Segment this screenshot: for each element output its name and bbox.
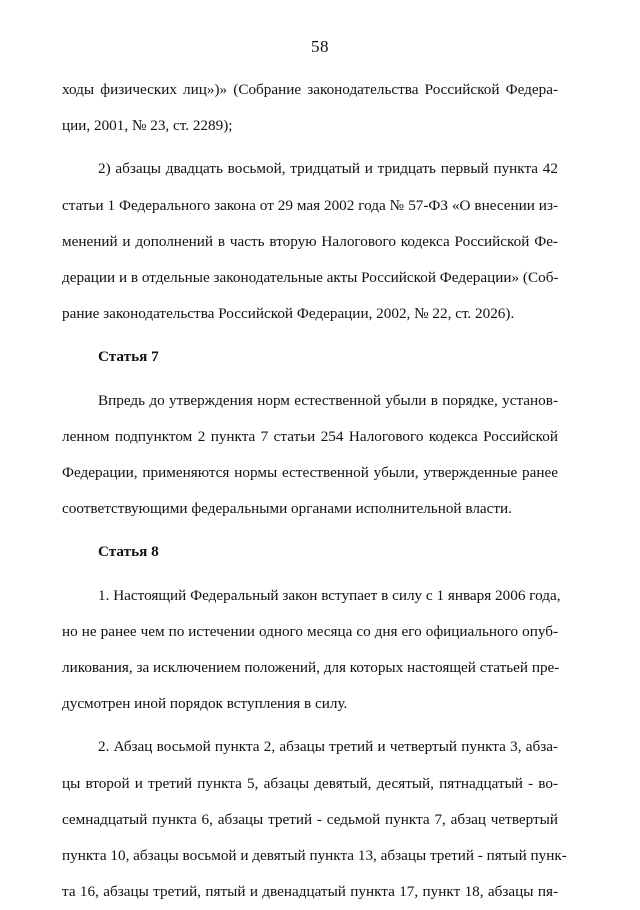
text-line: дусмотрен иной порядок вступления в силу.: [62, 695, 348, 713]
paragraph-article-7: [62, 383, 558, 528]
page-number: 58: [311, 37, 329, 56]
text-line: семнадцатый пункта 6, абзацы третий - седьмой пункта 7, абзац четвертый: [62, 810, 558, 828]
text-line: Федерации, применяются нормы естественной убыли, утвержденные ранее: [62, 464, 558, 482]
text-line: та 16, абзацы третий, пятый и двенадцатый пункта 17, пункт 18, абзацы пя-: [62, 883, 558, 901]
text-line: ленном подпунктом 2 пункта 7 статьи 254 Налогового кодекса Российской: [62, 427, 558, 445]
text-line: рание законодательства Российской Федерации, 2002, № 22, ст. 2026).: [62, 305, 515, 323]
text-line: цы второй и третий пункта 5, абзацы девятый, десятый, пятнадцатый - во-: [62, 774, 558, 792]
text-line: ликования, за исключением положений, для которых настоящей статьей пре-: [62, 659, 560, 677]
text-line: дерации и в отдельные законодательные акты Российской Федерации» (Соб-: [62, 269, 559, 287]
text-line: 2. Абзац восьмой пункта 2, абзацы третий и четвертый пункта 3, абза-: [98, 738, 558, 756]
paragraph-item-2: [62, 151, 558, 332]
article-heading-7: Статья 7: [98, 348, 159, 366]
paragraph-article-8-item-2: [62, 729, 567, 910]
text-line: ходы физических лиц»)» (Собрание законодательства Российской Федера-: [62, 81, 558, 98]
text-line: соответствующими федеральными органами исполнительной власти.: [62, 500, 512, 518]
document-body: [62, 72, 567, 910]
text-line: Впредь до утверждения норм естественной убыли в порядке, установ-: [98, 391, 558, 409]
text-line: ции, 2001, № 23, ст. 2289);: [62, 117, 233, 135]
text-line: 2) абзацы двадцать восьмой, тридцатый и тридцать первый пункта 42: [98, 160, 558, 178]
text-line: пункта 10, абзацы восьмой и девятый пункта 13, абзацы третий - пятый пунк-: [62, 847, 567, 865]
text-line: 1. Настоящий Федеральный закон вступает в силу с 1 января 2006 года,: [98, 586, 561, 604]
text-line: статьи 1 Федерального закона от 29 мая 2002 года № 57-ФЗ «О внесении из-: [62, 196, 558, 214]
text-line: но не ранее чем по истечении одного месяца со дня его официального опуб-: [62, 622, 558, 640]
paragraph-article-8-item-1: [62, 578, 561, 723]
article-heading-8: Статья 8: [98, 543, 159, 561]
paragraph-continuation: [62, 72, 558, 144]
text-line: менений и дополнений в часть вторую Налогового кодекса Российской Фе-: [62, 232, 558, 250]
